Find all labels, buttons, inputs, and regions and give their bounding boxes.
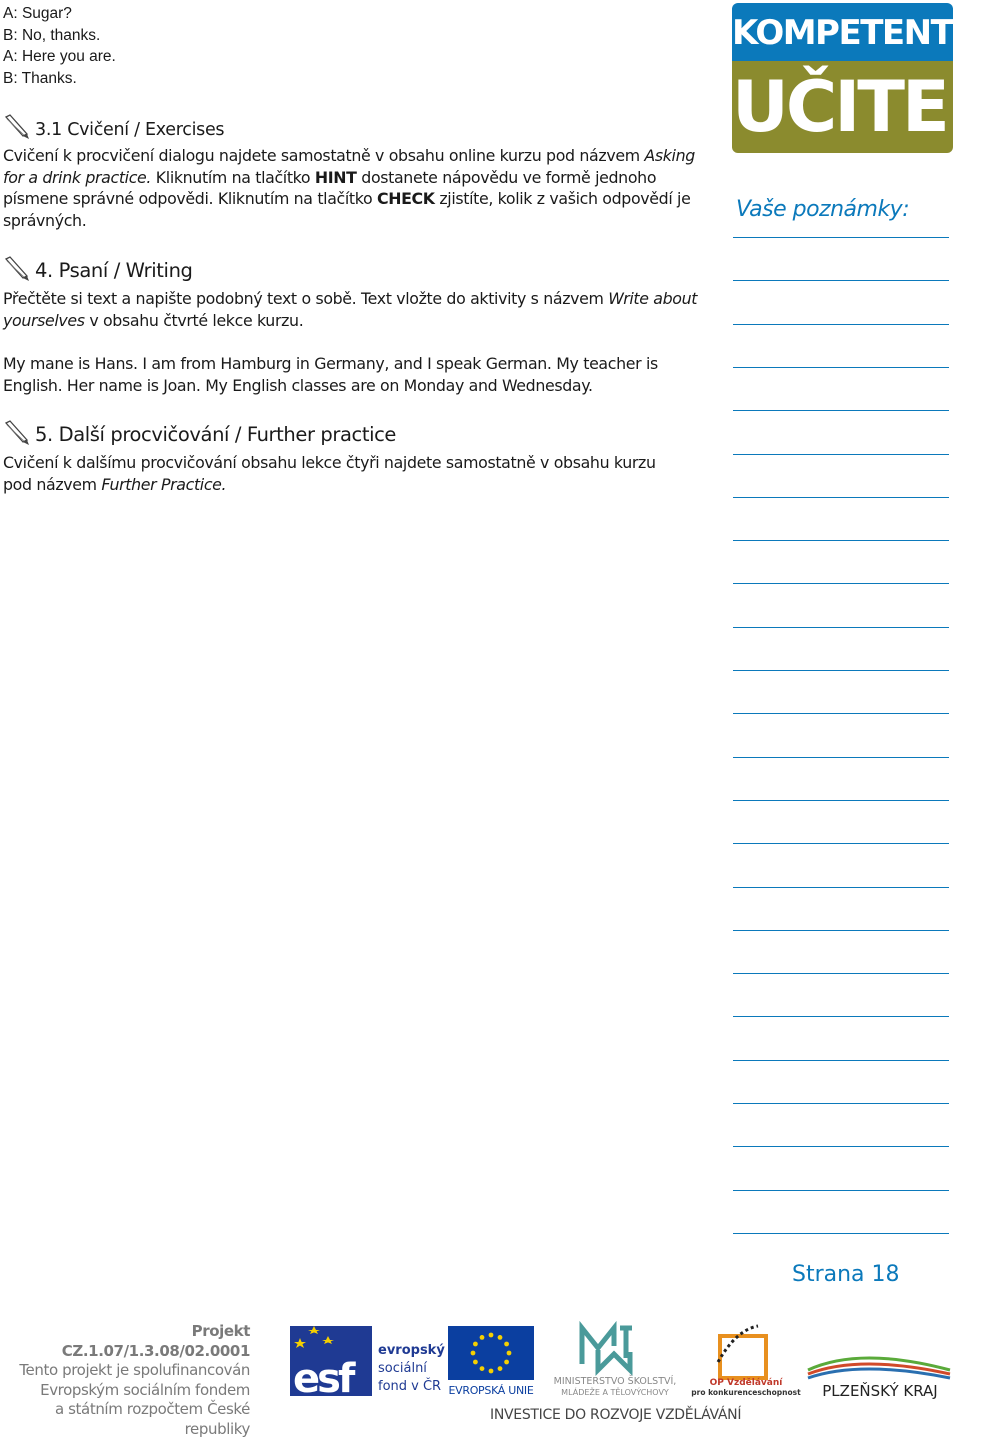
pencil-icon: [3, 114, 31, 140]
note-line: [733, 800, 949, 801]
pencil-icon: [3, 420, 31, 446]
exercise-3-activity-name: Asking for a drink practice.: [3, 146, 695, 187]
exercise-4-instructions: [3, 288, 703, 331]
note-line: [733, 627, 949, 628]
page-number: Strana 18: [792, 1262, 900, 1287]
note-line: [733, 1146, 949, 1147]
note-line: [733, 670, 949, 671]
op-line-2: pro konkurenceschopnost: [691, 1388, 801, 1397]
esf-line-2: sociální: [378, 1361, 427, 1376]
exercise-4-title: 4. Psaní / Writing: [35, 259, 193, 282]
eu-star: [489, 1369, 494, 1374]
logo-top-text: KOMPETENTNÍ: [732, 3, 953, 61]
exercise-3-text-d: zjistíte, kolik z vašich odpovědí je správných.: [3, 189, 691, 230]
plzensky-kraj-logo: [800, 1350, 960, 1400]
op-vzdelavani-logo: [691, 1322, 801, 1398]
exercise-3-text-c: dostanete nápovědu ve formě jednoho písmene správné odpovědi. Kliknutím na tlačítko: [3, 167, 657, 208]
note-line: [733, 583, 949, 584]
note-line: [733, 1103, 949, 1104]
check-label: CHECK: [376, 189, 435, 208]
dialog-line: A: Here you are.: [3, 48, 116, 65]
esf-logo: [290, 1324, 445, 1402]
note-line: [733, 367, 949, 368]
note-line: [733, 237, 949, 238]
project-number: Projekt CZ.1.07/1.3.08/02.0001: [61, 1322, 250, 1360]
note-line: [733, 1060, 949, 1061]
project-info: [0, 1322, 250, 1439]
note-line: [733, 757, 949, 758]
hint-label: HINT: [314, 167, 357, 187]
eu-star: [480, 1366, 485, 1371]
project-line: a státním rozpočtem České republiky: [54, 1400, 250, 1438]
eu-label: EVROPSKÁ UNIE: [448, 1384, 534, 1397]
note-line: [733, 1016, 949, 1017]
esf-mark: esf: [293, 1356, 353, 1402]
msmt-line-2: MLÁDEŽE A TĚLOVÝCHOVY: [561, 1388, 669, 1397]
exercise-4-heading: [3, 256, 193, 282]
eu-star: [471, 1351, 476, 1356]
exercise-4-activity-name: Write about yourselves: [3, 289, 698, 330]
exercise-5-heading: [3, 420, 396, 446]
note-line: [733, 843, 949, 844]
note-line: [733, 454, 949, 455]
dialog-line: B: Thanks.: [3, 69, 77, 87]
dialog-line: A: Sugar?: [3, 5, 72, 22]
exercise-3-heading: [3, 114, 224, 140]
kompetentni-ucitel-logo: [732, 3, 990, 153]
eu-star: [489, 1333, 494, 1338]
project-line: Evropským sociálním fondem: [40, 1380, 250, 1399]
esf-line-1: evropský: [378, 1343, 445, 1358]
dialog-lines: [3, 3, 116, 89]
project-line: Tento projekt je spolufinancován: [19, 1361, 250, 1379]
exercise-4-text-a: Přečtěte si text a napište podobný text o sobě. Text vložte do aktivity s názvem: [3, 289, 609, 308]
msmt-line-1: MINISTERSTVO ŠKOLSTVÍ,: [553, 1376, 677, 1387]
note-line: [733, 410, 949, 411]
note-line: [733, 713, 949, 714]
eu-star: [473, 1360, 478, 1365]
exercise-5-title: 5. Další procvičování / Further practice: [35, 423, 397, 446]
eu-star: [504, 1342, 509, 1347]
exercise-3-text-b: Kliknutím na tlačítko: [151, 167, 315, 187]
exercise-3-title: 3.1 Cvičení / Exercises: [35, 120, 225, 140]
esf-line-3: fond v ČR: [378, 1379, 442, 1394]
exercise-5-text: [3, 452, 683, 495]
note-line: [733, 280, 949, 281]
note-line: [733, 1190, 949, 1191]
exercise-5-text-a: Cvičení k dalšímu procvičování obsahu lekce čtyři najdete samostatně v obsahu kurzu pod názvem: [3, 453, 656, 494]
notes-title: Vaše poznámky:: [736, 197, 910, 222]
eu-star: [480, 1335, 485, 1340]
logo-bottom-text: UČITEL: [732, 61, 953, 153]
pencil-icon: [3, 256, 31, 282]
note-line: [733, 540, 949, 541]
dialog-line: B: No, thanks.: [3, 26, 101, 44]
note-line: [733, 887, 949, 888]
msmt-logo: [540, 1322, 690, 1398]
exercise-4-text-b: v obsahu čtvrté lekce kurzu.: [84, 310, 304, 330]
note-line: [733, 1233, 949, 1234]
exercise-3-text-a: Cvičení k procvičení dialogu najdete samostatně v obsahu online kurzu pod názvem: [3, 146, 645, 165]
eu-star: [473, 1342, 478, 1347]
note-line: [733, 973, 949, 974]
eu-star: [504, 1360, 509, 1365]
plzensky-kraj-label: PLZEŇSKÝ KRAJ: [822, 1382, 938, 1400]
exercise-3-text: [3, 145, 703, 231]
exercise-5-activity-name: Further Practice.: [101, 474, 227, 494]
note-line: [733, 497, 949, 498]
note-line: [733, 324, 949, 325]
eu-logo: [446, 1324, 536, 1398]
eu-star: [498, 1366, 503, 1371]
eu-star: [507, 1351, 512, 1356]
investice-label: INVESTICE DO ROZVOJE VZDĚLÁVÁNÍ: [490, 1407, 742, 1423]
eu-star: [498, 1335, 503, 1340]
op-line-1: OP Vzdělávání: [709, 1378, 783, 1388]
exercise-4-sample-text: My mane is Hans. I am from Hamburg in Germany, and I speak German. My teacher is English. Her name is Joan. My English classes are on Monday and Wednesday.: [3, 354, 658, 395]
note-line: [733, 930, 949, 931]
